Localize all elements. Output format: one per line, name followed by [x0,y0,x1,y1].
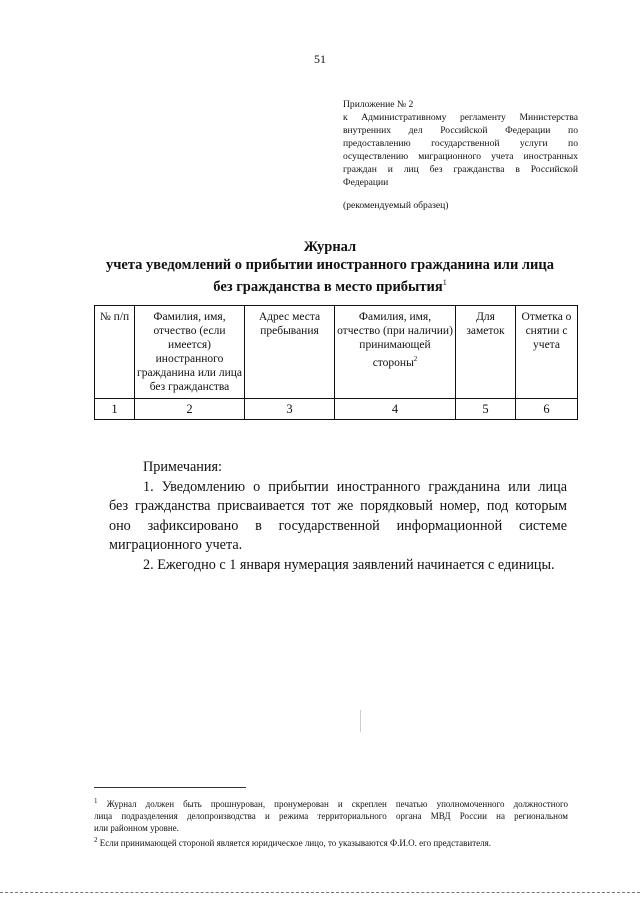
footnotes [94,795,568,849]
title-line-2: учета уведомлений о прибытии иностранного гражданина или лица [105,257,555,273]
footnote-2 [94,834,568,849]
notes-heading: Примечания: [143,459,222,475]
column-number: 1 [95,399,135,420]
note-2: 2. Ежегодно с 1 января нумерация заявлений начинается с единицы. [143,556,555,573]
page-number: 51 [314,52,326,66]
footnote-2-text: Если принимающей стороной является юридическое лицо, то указываются Ф.И.О. его представителя. [99,838,492,848]
note-1-line: оно зафиксировано в государственной информационной системе [109,517,567,534]
table-header-row [95,306,578,399]
footnote-1-line [94,795,568,810]
appendix-line: Федерации [343,177,389,188]
appendix-line: к Административному регламенту Министерства [343,112,578,123]
header-cell-address: Адрес места пребывания [245,306,335,399]
footnote-1-text: Журнал должен быть прошнурован, пронумерован и скреплен печатью уполномоченного должностного [106,799,568,809]
header-cell-deregistration: Отметка о снятии с учета [516,306,578,399]
header-cell-notes: Для заметок [456,306,516,399]
appendix-line: Приложение № 2 [343,99,414,110]
notes-section [109,458,567,575]
recommended-sample-label: (рекомендуемый образец) [343,200,449,211]
title-line-1: Журнал [303,239,357,255]
footnote-1-mark: 1 [94,797,98,805]
column-number: 5 [456,399,516,420]
column-number: 3 [245,399,335,420]
note-1-line: 1. Уведомлению о прибытии иностранного гражданина или лица [143,478,567,495]
title-line-3-text: без гражданства в место прибытия [213,278,443,295]
footnote-1-line: или районном уровне. [94,823,179,833]
scan-artifact [360,710,361,732]
appendix-header [343,98,578,212]
appendix-line: граждан и лиц без гражданства в Российской [343,164,578,175]
footnote-divider [94,787,246,788]
appendix-line: осуществлению миграционного учета иностранных [343,151,578,162]
column-number: 2 [135,399,245,420]
footnote-2-mark: 2 [94,836,98,844]
column-number: 4 [335,399,456,420]
footnote-1-line: лица подразделения делопроизводства и режима территориального органа МВД России на региональном [94,811,568,821]
column-number: 6 [516,399,578,420]
footnote-ref-1: 1 [442,278,447,287]
page-bottom-edge [0,892,640,893]
journal-table [94,305,578,420]
header-cell-host-name [335,306,456,399]
header-cell-number: № п/п [95,306,135,399]
note-1-line: без гражданства присваивается тот же порядковый номер, под которым [109,498,567,514]
header-host-text: Фамилия, имя, отчество (при наличии) принимающей стороны [337,311,453,369]
appendix-line: предоставлению государственной услуги по [343,138,578,149]
note-1-line: миграционного учета. [109,537,243,553]
footnote-ref-2: 2 [413,355,418,363]
appendix-line: внутренних дел Российской Федерации по [343,125,578,136]
title-line-3 [80,274,580,296]
header-cell-foreigner-name: Фамилия, имя, отчество (если имеется) иностранного гражданина или лица без гражданства [135,306,245,399]
table-number-row [95,399,578,420]
journal-title [80,238,580,296]
